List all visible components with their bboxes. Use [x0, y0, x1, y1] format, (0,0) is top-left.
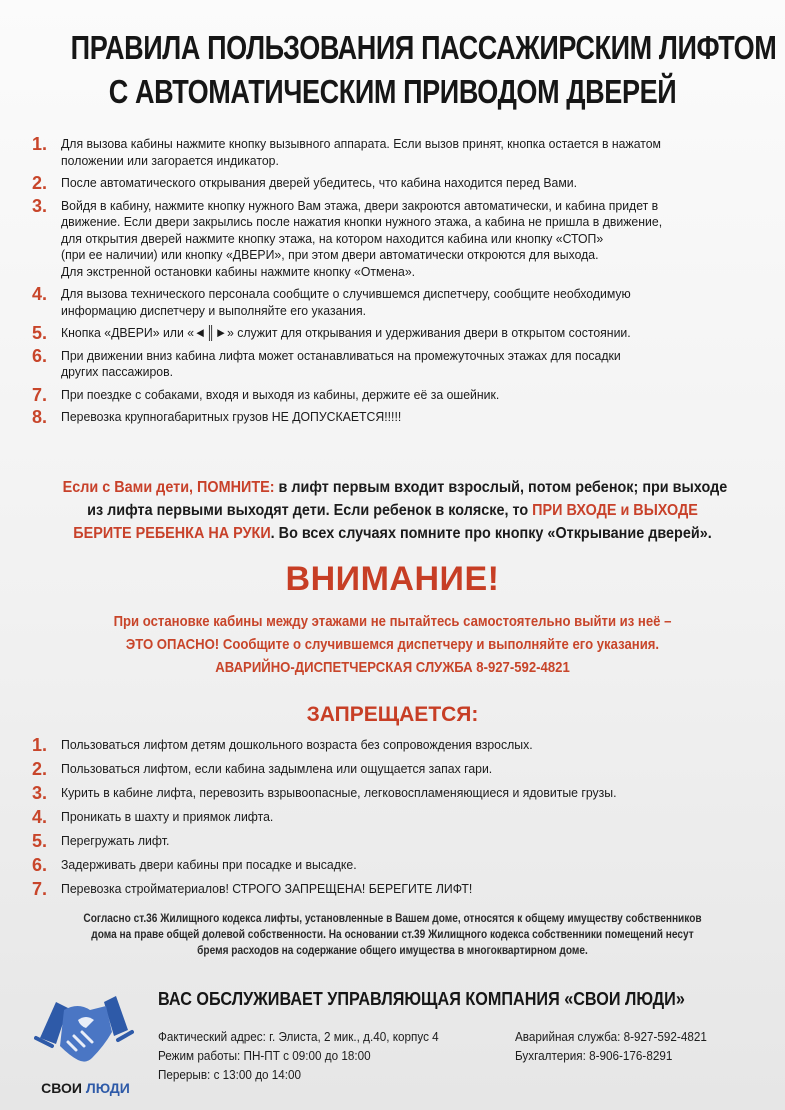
- logo-word-2: ЛЮДИ: [85, 1080, 130, 1096]
- forbidden-item: [32, 737, 752, 754]
- rule-number: 7.: [32, 384, 48, 405]
- forbidden-number: 4.: [32, 807, 48, 827]
- warning-line-1: При остановке кабины между этажами не пытайтесь самостоятельно выйти из неё –: [113, 614, 672, 630]
- forbidden-item: [32, 857, 752, 874]
- rule-text: Для вызова кабины нажмите кнопку вызывного аппарата. Если вызов принят, кнопка остается в нажатом положении или загорается индикатор.: [61, 136, 661, 168]
- rule-text: Войдя в кабину, нажмите кнопку нужного Вам этажа, двери закроются автоматически, и кабина придет в движение. Если двери закрылись после нажатия кнопки нужного этажа, а кабина не пришла в движение, для открытия дверей нажмите кнопку этажа, на котором находится кабина или кнопку «СТОП» (при ее наличии) или кнопку «ДВЕРИ», при этом двери автоматически откроются для выхода. Для экстренной остановки кабины нажмите кнопку «Отмена».: [61, 197, 663, 279]
- rule-item: [32, 175, 752, 192]
- title-line-1: ПРАВИЛА ПОЛЬЗОВАНИЯ ПАССАЖИРСКИМ ЛИФТОМ: [70, 29, 777, 66]
- forbidden-list: [32, 737, 752, 905]
- children-text-1: в лифт первым входит взрослый, потом ребенок; при выходе: [274, 479, 728, 496]
- children-entry-exit: ПРИ ВХОДЕ и ВЫХОДЕ: [532, 502, 698, 519]
- rule-item: [32, 325, 752, 342]
- rule-text: Для вызова технического персонала сообщите о случившемся диспетчеру, сообщите необходимую информацию диспетчеру и выполняйте его указания.: [61, 286, 631, 318]
- rule-item: [32, 345, 752, 381]
- children-notice-line-3: [63, 522, 723, 545]
- rule-item: [32, 384, 752, 405]
- company-heading: ВАС ОБСЛУЖИВАЕТ УПРАВЛЯЮЩАЯ КОМПАНИЯ «СВОИ ЛЮДИ»: [158, 989, 685, 1009]
- company-phones: [515, 1027, 707, 1065]
- rule-number: 3.: [32, 195, 48, 216]
- forbidden-text: Проникать в шахту и приямок лифта.: [61, 809, 274, 824]
- forbidden-text: Перегружать лифт.: [61, 833, 170, 848]
- forbidden-number: 3.: [32, 783, 48, 803]
- emergency-phone: Аварийная служба: 8-927-592-4821: [515, 1029, 707, 1044]
- children-text-2: из лифта первыми выходят дети. Если ребенок в коляске, то: [87, 502, 533, 519]
- forbidden-text: Перевозка стройматериалов! СТРОГО ЗАПРЕЩЕНА! БЕРЕГИТЕ ЛИФТ!: [61, 881, 473, 896]
- legal-line-3: бремя расходов на содержание общего имущества в многоквартирном доме.: [197, 945, 588, 957]
- forbidden-number: 6.: [32, 855, 48, 875]
- forbidden-number: 5.: [32, 831, 48, 851]
- rule-number: 1.: [32, 134, 48, 154]
- children-notice-line-2: [63, 499, 723, 522]
- children-carry-label: БЕРИТЕ РЕБЕНКА НА РУКИ: [73, 525, 271, 542]
- rule-number: 4.: [32, 284, 48, 304]
- company-footer: [0, 965, 785, 1110]
- children-remember-label: Если с Вами дети, ПОМНИТЕ:: [62, 479, 275, 496]
- rule-number: 8.: [32, 407, 48, 427]
- forbidden-item: [32, 785, 752, 802]
- legal-line-2: дома на праве общей долевой собственности. На основании ст.39 Жилищного кодекса собственники помещений несут: [91, 929, 694, 941]
- company-logo: [28, 980, 143, 1100]
- rule-text: После автоматического открывания дверей убедитесь, что кабина находится перед Вами.: [61, 175, 578, 190]
- rule-number: 6.: [32, 345, 48, 366]
- legal-note: [20, 911, 765, 959]
- company-address: Фактический адрес: г. Элиста, 2 мик., д.40, корпус 4: [158, 1029, 439, 1044]
- logo-word-1: СВОИ: [41, 1080, 82, 1096]
- forbidden-item: [32, 833, 752, 850]
- rule-text: Кнопка «ДВЕРИ» или «◄║►» служит для открывания и удерживания двери в открытом состоянии.: [61, 325, 631, 340]
- working-hours: Режим работы: ПН-ПТ с 09:00 до 18:00: [158, 1048, 371, 1063]
- rule-number: 2.: [32, 173, 48, 193]
- rule-text: Перевозка крупногабаритных грузов НЕ ДОПУСКАЕТСЯ!!!!!: [61, 409, 402, 424]
- rule-item: [32, 136, 752, 169]
- forbidden-item: [32, 809, 752, 826]
- forbidden-text: Курить в кабине лифта, перевозить взрывоопасные, легковоспламеняющиеся и ядовитые грузы.: [61, 785, 617, 800]
- forbidden-number: 2.: [32, 759, 48, 779]
- rule-text: При поездке с собаками, входя и выходя из кабины, держите её за ошейник.: [61, 386, 500, 402]
- rule-number: 5.: [32, 323, 48, 343]
- rule-item: [32, 409, 752, 426]
- forbidden-item: [32, 761, 752, 778]
- rule-text: При движении вниз кабина лифта может останавливаться на промежуточных этажах для посадки других пассажиров.: [61, 347, 621, 379]
- handshake-icon: [34, 980, 134, 1078]
- rule-item: [32, 195, 752, 281]
- accounting-phone: Бухгалтерия: 8-906-176-8291: [515, 1048, 673, 1063]
- forbidden-text: Пользоваться лифтом, если кабина задымлена или ощущается запах гари.: [61, 761, 493, 776]
- forbidden-number: 1.: [32, 735, 48, 755]
- rule-item: [32, 286, 752, 319]
- warning-text: [0, 611, 785, 680]
- children-text-3: . Во всех случаях помните про кнопку «Открывание дверей».: [270, 525, 712, 542]
- company-details: [158, 1027, 439, 1084]
- page-title: [70, 26, 777, 114]
- forbidden-text: Задерживать двери кабины при посадке и высадке.: [61, 857, 357, 872]
- warning-title: ВНИМАНИЕ!: [285, 560, 500, 598]
- children-notice: [26, 476, 759, 545]
- legal-line-1: Согласно ст.36 Жилищного кодекса лифты, установленные в Вашем доме, относятся к общему имуществу собственников: [83, 913, 702, 925]
- forbidden-text: Пользоваться лифтом детям дошкольного возраста без сопровождения взрослых.: [61, 737, 533, 752]
- title-line-2: С АВТОМАТИЧЕСКИМ ПРИВОДОМ ДВЕРЕЙ: [108, 73, 677, 110]
- children-notice-line-1: [62, 476, 728, 499]
- rules-list: [32, 136, 752, 432]
- warning-line-2: ЭТО ОПАСНО! Сообщите о случившемся диспетчеру и выполняйте его указания.: [125, 637, 660, 653]
- forbidden-title: ЗАПРЕЩАЕТСЯ:: [306, 703, 479, 726]
- forbidden-number: 7.: [32, 879, 48, 899]
- emergency-dispatch-line: АВАРИЙНО-ДИСПЕТЧЕРСКАЯ СЛУЖБА 8-927-592-4821: [215, 660, 570, 676]
- logo-name: [28, 1080, 143, 1096]
- break-hours: Перерыв: с 13:00 до 14:00: [158, 1067, 302, 1082]
- forbidden-item: [32, 881, 752, 898]
